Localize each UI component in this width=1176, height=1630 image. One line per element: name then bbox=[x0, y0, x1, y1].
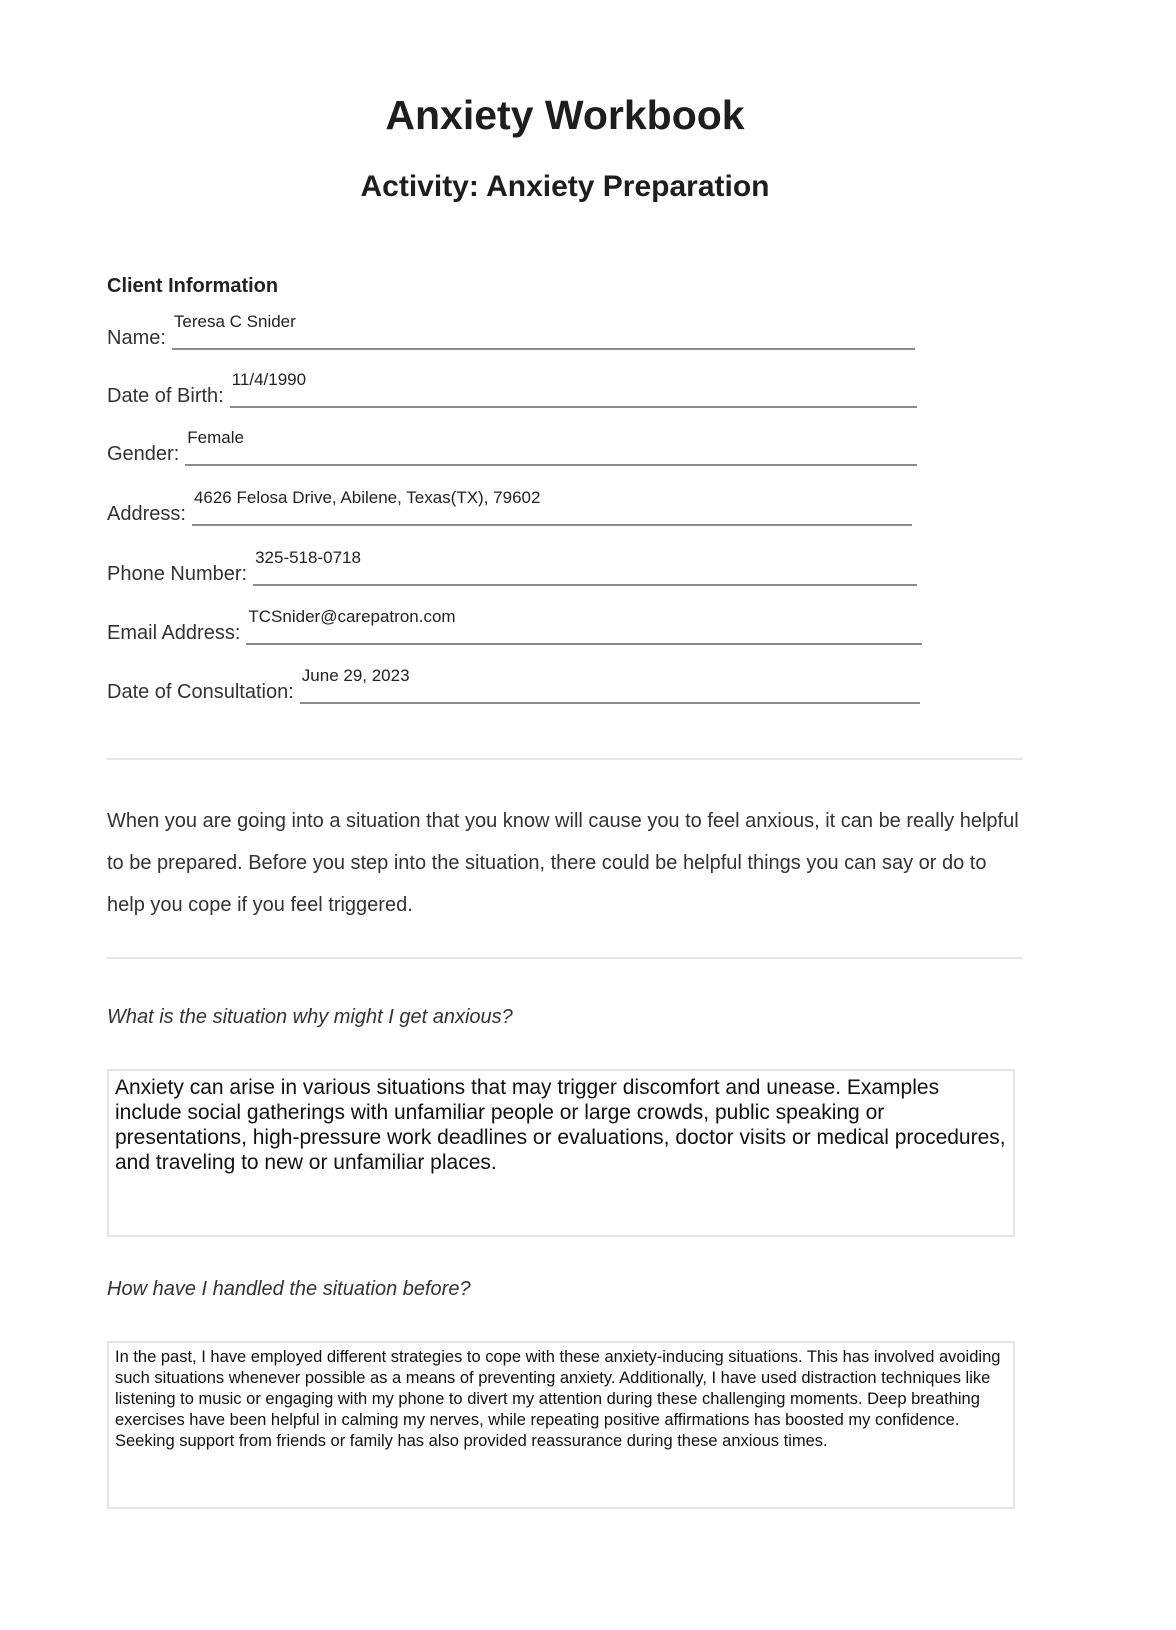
divider bbox=[107, 758, 1023, 760]
address-label: Address: bbox=[107, 503, 186, 525]
date-of-birth-label: Date of Birth: bbox=[107, 385, 224, 407]
question-handled-before: How have I handled the situation before? bbox=[107, 1278, 471, 1300]
email-address-value[interactable]: TCSnider@carepatron.com bbox=[248, 607, 456, 626]
date-of-consultation-field[interactable] bbox=[107, 666, 920, 704]
name-field[interactable] bbox=[107, 312, 915, 350]
date-of-birth-field[interactable] bbox=[107, 370, 917, 408]
date-of-consultation-value[interactable]: June 29, 2023 bbox=[301, 666, 410, 685]
gender-value[interactable]: Female bbox=[187, 428, 244, 447]
address-field[interactable] bbox=[107, 488, 912, 526]
email-address-field[interactable] bbox=[107, 607, 922, 645]
address-value[interactable]: 4626 Felosa Drive, Abilene, Texas(TX), 79602 bbox=[193, 488, 541, 507]
intro-paragraph: When you are going into a situation that you know will cause you to feel anxious, it can be really helpful to be prepared. Before you step into the situation, there could be helpful things you can say or do to help you cope if you feel triggered. bbox=[107, 810, 1019, 916]
divider bbox=[107, 957, 1023, 959]
gender-field[interactable] bbox=[107, 428, 917, 466]
answer-handled-before-box[interactable]: In the past, I have employed different strategies to cope with these anxiety-inducing situations. This has involved avoiding such situations whenever possible as a means of preventing anxiety. Additionally, I have used distraction techniques like listening to music or engaging with my phone to divert my attention during these challenging moments. Deep breathing exercises have been helpful in calming my nerves, while repeating positive affirmations has boosted my confidence. Seeking support from friends or family has also provided reassurance during these anxious times. bbox=[107, 1341, 1015, 1509]
name-label: Name: bbox=[107, 327, 166, 349]
phone-number-label: Phone Number: bbox=[107, 563, 248, 585]
date-of-consultation-label: Date of Consultation: bbox=[107, 681, 294, 703]
document-title: Anxiety Workbook bbox=[385, 92, 745, 138]
phone-number-field[interactable] bbox=[107, 548, 917, 586]
date-of-birth-value[interactable]: 11/4/1990 bbox=[231, 370, 307, 389]
name-value[interactable]: Teresa C Snider bbox=[173, 312, 296, 331]
email-address-label: Email Address: bbox=[107, 622, 241, 644]
client-information-heading: Client Information bbox=[107, 275, 279, 297]
question-situation: What is the situation why might I get anxious? bbox=[107, 1006, 513, 1028]
answer-situation-box[interactable]: Anxiety can arise in various situations that may trigger discomfort and unease. Examples include social gatherings with unfamiliar people or large crowds, public speaking or presentations, high-pressure work deadlines or evaluations, doctor visits or medical procedures, and traveling to new or unfamiliar places. bbox=[107, 1069, 1015, 1237]
phone-number-value[interactable]: 325-518-0718 bbox=[255, 548, 361, 567]
gender-label: Gender: bbox=[107, 443, 180, 465]
activity-subtitle: Activity: Anxiety Preparation bbox=[360, 170, 770, 203]
